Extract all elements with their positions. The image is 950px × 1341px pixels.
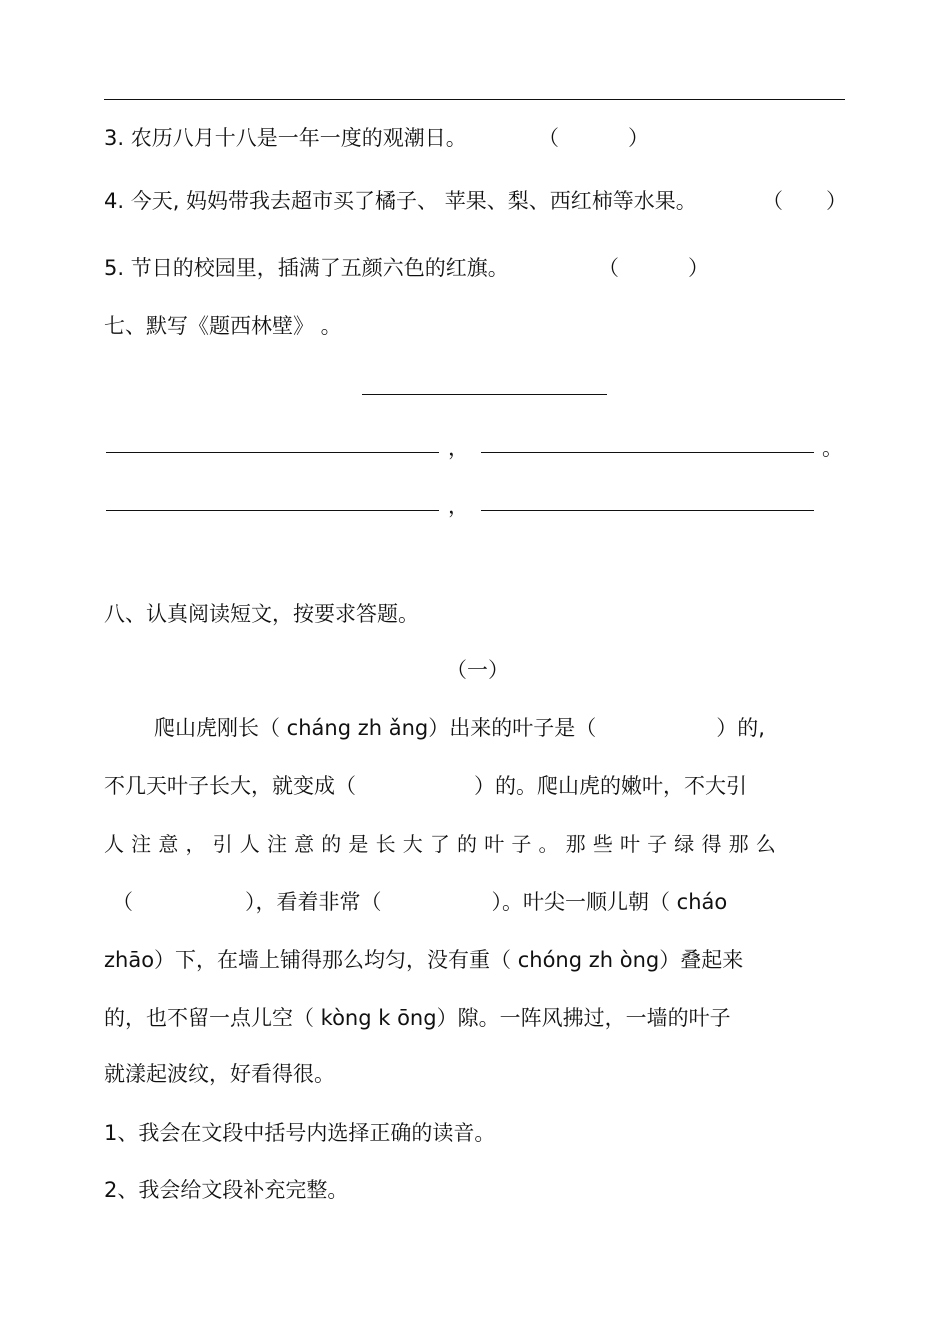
- passage-line-7-text: 就漾起波纹，好看得很。: [104, 1062, 335, 1086]
- passage-line-6-text: 的，也不留一点儿空（ kòng k ōng）隙。一阵风拂过，一墙的叶子: [104, 1006, 731, 1030]
- passage-line-6: [104, 1004, 731, 1032]
- poem-line-2-comma: ，: [448, 494, 469, 518]
- passage-line-3: [104, 830, 776, 858]
- poem-line-2-blank-b: [481, 510, 814, 511]
- judge-item-5-text: 5. 节日的校园里，插满了五颜六色的红旗。: [104, 256, 509, 280]
- passage-line-2: [104, 772, 747, 800]
- section-7-heading: 七、默写《题西林壁》 。: [104, 314, 342, 338]
- poem-line-1-period: 。: [822, 436, 843, 460]
- section-8-heading: 八、认真阅读短文，按要求答题。: [104, 602, 419, 626]
- passage-line-5: [104, 946, 743, 974]
- judge-item-3-paren-close: ）: [628, 126, 649, 150]
- passage-line-2-part-a: 不几天叶子长大，就变成（: [104, 774, 356, 798]
- passage-line-1: [154, 714, 765, 742]
- passage-line-3-text: 人 注 意 ， 引 人 注 意 的 是 长 大 了 的 叶 子 。 那 些 叶 子 绿 得 那 么: [104, 832, 777, 856]
- passage-line-7: [104, 1060, 335, 1088]
- poem-line-1-blank-b: [481, 452, 814, 453]
- judge-item-4: [104, 187, 697, 215]
- question-2: 2、我会给文段补充完整。: [104, 1178, 349, 1202]
- judge-item-5-paren-open: （: [598, 256, 619, 280]
- question-1: 1、我会在文段中括号内选择正确的读音。: [104, 1121, 496, 1145]
- passage-line-4-part-b: ），看着非常（: [245, 890, 382, 914]
- passage-line-1-part-b: ）的,: [716, 716, 765, 740]
- judge-item-4-text: 4. 今天, 妈妈带我去超市买了橘子、 苹果、梨、西红柿等水果。: [104, 189, 697, 213]
- judge-item-4-paren-close: ）: [826, 189, 847, 213]
- poem-line-2-blank-a: [106, 510, 439, 511]
- judge-item-3-text: 3. 农历八月十八是一年一度的观潮日。: [104, 126, 467, 150]
- judge-item-4-paren-open: （: [762, 189, 783, 213]
- passage-subtitle: （一）: [446, 658, 509, 682]
- passage-line-1-part-a: 爬山虎刚长（ cháng zh ǎng）出来的叶子是（: [154, 716, 597, 740]
- judge-item-3-paren-open: （: [538, 126, 559, 150]
- poem-title-blank: [362, 394, 607, 395]
- judge-item-3: [104, 124, 467, 152]
- passage-line-4-part-c: ）。叶尖一顺儿朝（ cháo: [491, 890, 728, 914]
- passage-line-4-part-a: （: [112, 890, 133, 914]
- passage-line-2-part-b: ）的。爬山虎的嫩叶，不大引: [474, 774, 747, 798]
- poem-line-1-blank-a: [106, 452, 439, 453]
- poem-line-1-comma: ，: [448, 436, 469, 460]
- top-divider: [104, 99, 845, 100]
- judge-item-5: [104, 254, 509, 282]
- judge-item-5-paren-close: ）: [688, 256, 709, 280]
- passage-line-4: [112, 888, 727, 916]
- passage-line-5-text: zhāo）下，在墙上铺得那么均匀，没有重（ chóng zh òng）叠起来: [104, 948, 744, 972]
